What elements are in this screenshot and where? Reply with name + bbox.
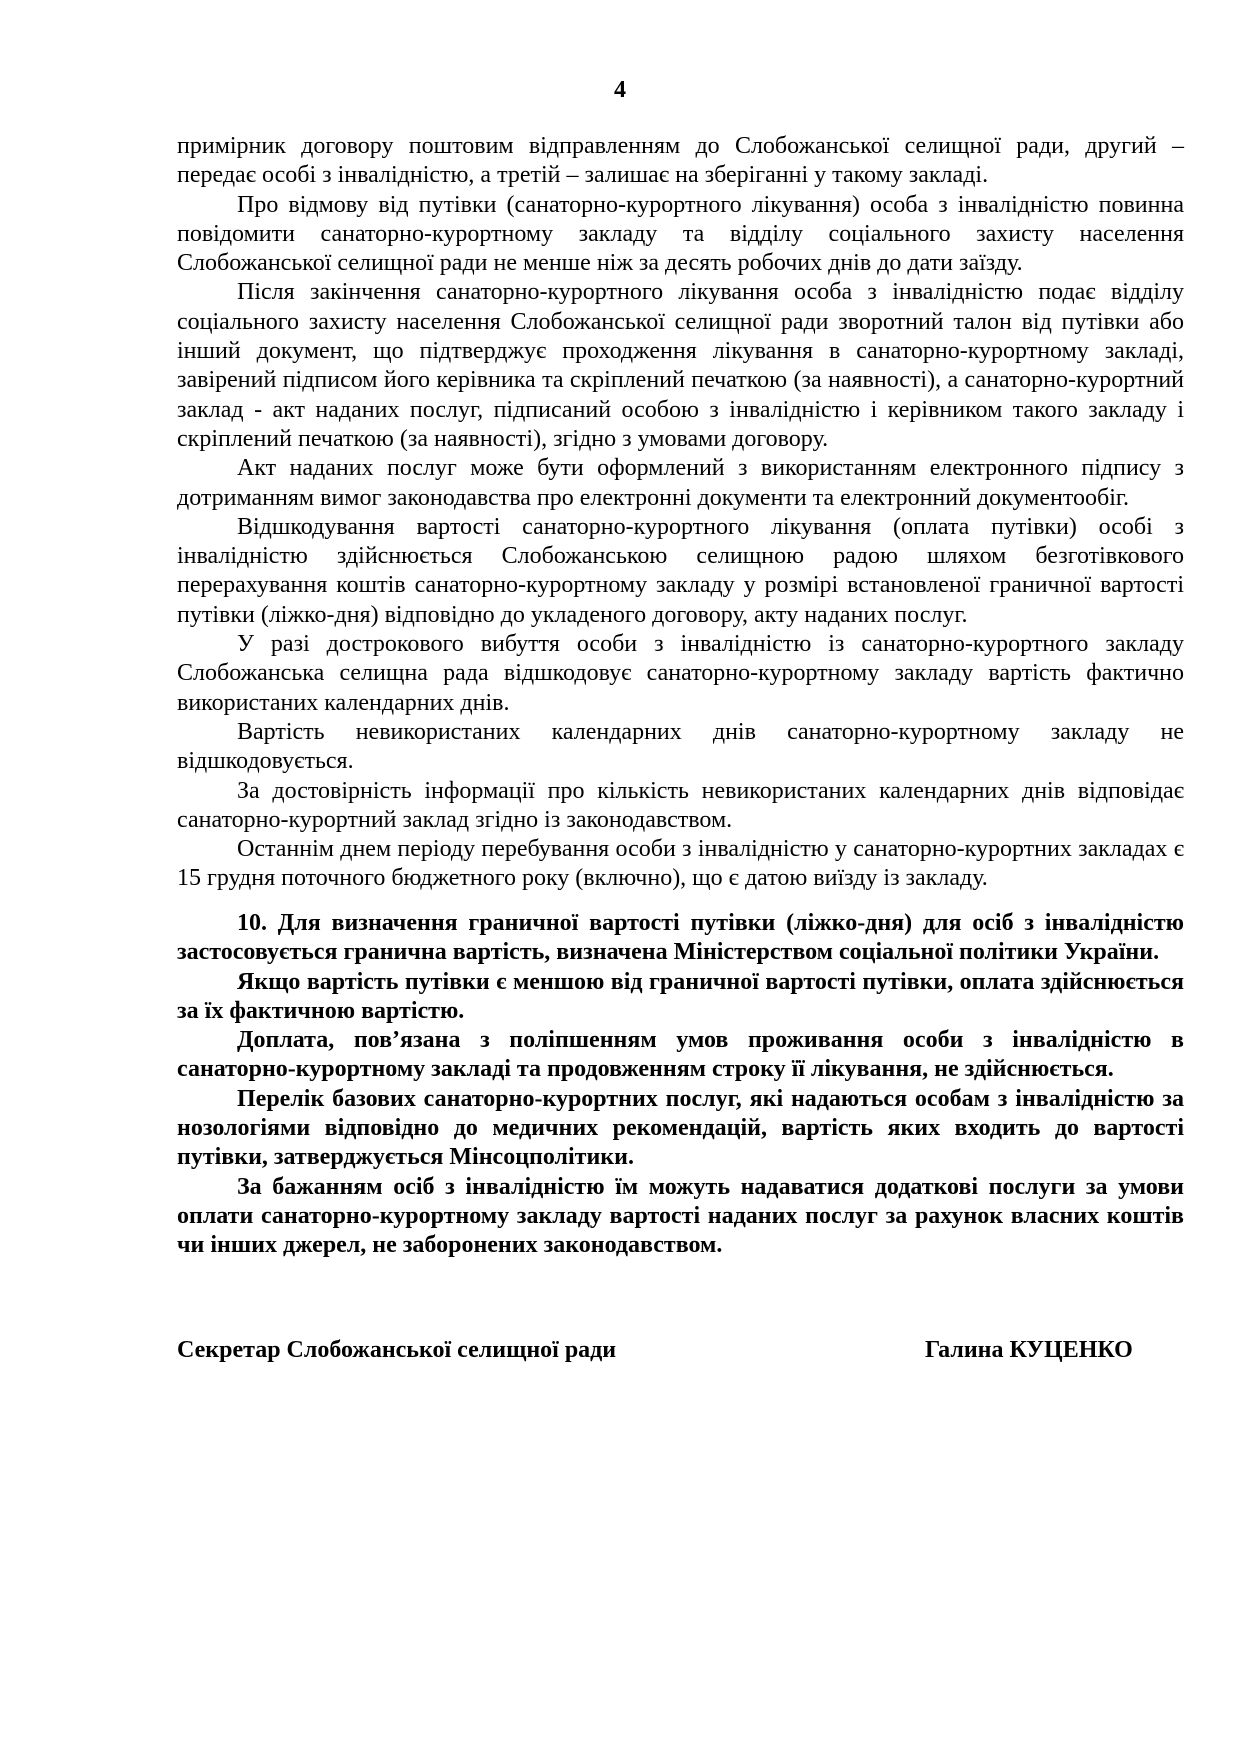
- paragraph-last-day: Останнім днем періоду перебування особи з інвалідністю у санаторно-курортних закладах є 15 грудня поточного бюджетного року (включно), що є датою виїзду із закладу.: [177, 836, 1184, 892]
- section-10-limit-cost: 10. Для визначення граничної вартості путівки (ліжко-дня) для осіб з інвалідністю застосовується гранична вартість, визначена Міністерством соціальної політики України.: [177, 910, 1184, 966]
- paragraph-after-treatment: Після закінчення санаторно-курортного лікування особа з інвалідністю подає відділу соціального захисту населення Слобожанської селищної ради зворотний талон від путівки або інший документ, що підтверджує проходження лікування в санаторно-курортному закладі, завірений підписом його керівника та скріплений печаткою (за наявності), а санаторно-курортний заклад - акт наданих послуг, підписаний особою з інвалідністю і керівником такого закладу і скріплений печаткою (за наявності), згідно з умовами договору.: [177, 279, 1184, 452]
- section-10-additional-services: За бажанням осіб з інвалідністю їм можуть надаватися додаткові послуги за умови оплати санаторно-курортному закладу вартості наданих послуг за рахунок власних коштів чи інших джерел, не заборонених законодавством.: [177, 1173, 1184, 1259]
- paragraph-reimbursement: Відшкодування вартості санаторно-курортного лікування (оплата путівки) особі з інвалідністю здійснюється Слобожанською селищною радою шляхом безготівкового перерахування коштів санаторно-курортному закладу у розмірі встановленої граничної вартості путівки (ліжко-дня) відповідно до укладеного договору, акту наданих послуг.: [177, 513, 1184, 628]
- signatory-name: Галина КУЦЕНКО: [925, 1337, 1133, 1363]
- paragraph-electronic-act: Акт наданих послуг може бути оформлений з використанням електронного підпису з дотриманням вимог законодавства про електронні документи та електронний документообіг.: [177, 455, 1184, 511]
- section-10-basic-services: Перелік базових санаторно-курортних послуг, які надаються особам з інвалідністю за нозологіями відповідно до медичних рекомендацій, вартість яких входить до вартості путівки, затверджується Мінсоцполітики.: [177, 1085, 1184, 1171]
- paragraph-information-accuracy: За достовірність інформації про кількість невикористаних календарних днів відповідає санаторно-курортний заклад згідно із законодавством.: [177, 777, 1184, 833]
- signatory-title: Секретар Слобожанської селищної ради: [177, 1337, 617, 1363]
- paragraph-continuation: примірник договору поштовим відправленням до Слобожанської селищної ради, другий – передає особі з інвалідністю, а третій – залишає на зберіганні у такому закладі.: [177, 133, 1184, 189]
- paragraph-unused-days: Вартість невикористаних календарних днів санаторно-курортному закладу не відшкодовується.: [177, 718, 1184, 775]
- document-body: [177, 132, 1184, 894]
- page-number: 4: [614, 77, 626, 103]
- section-10-no-surcharge: Доплата, пов’язана з поліпшенням умов проживання особи з інвалідністю в санаторно-курортному закладі та продовженням строку її лікування, не здійснюється.: [177, 1027, 1184, 1083]
- section-10: [177, 909, 1184, 1261]
- paragraph-refusal-notice: Про відмову від путівки (санаторно-курортного лікування) особа з інвалідністю повинна повідомити санаторно-курортному закладу та відділу соціального захисту населення Слобожанської селищної ради не менше ніж за десять робочих днів до дати заїзду.: [177, 191, 1184, 277]
- paragraph-early-departure: У разі дострокового вибуття особи з інвалідністю із санаторно-курортного закладу Слобожанська селищна рада відшкодовує санаторно-курортному закладу вартість фактично використаних календарних днів.: [177, 631, 1184, 716]
- section-10-actual-cost: Якщо вартість путівки є меншою від граничної вартості путівки, оплата здійснюється за їх фактичною вартістю.: [177, 968, 1184, 1024]
